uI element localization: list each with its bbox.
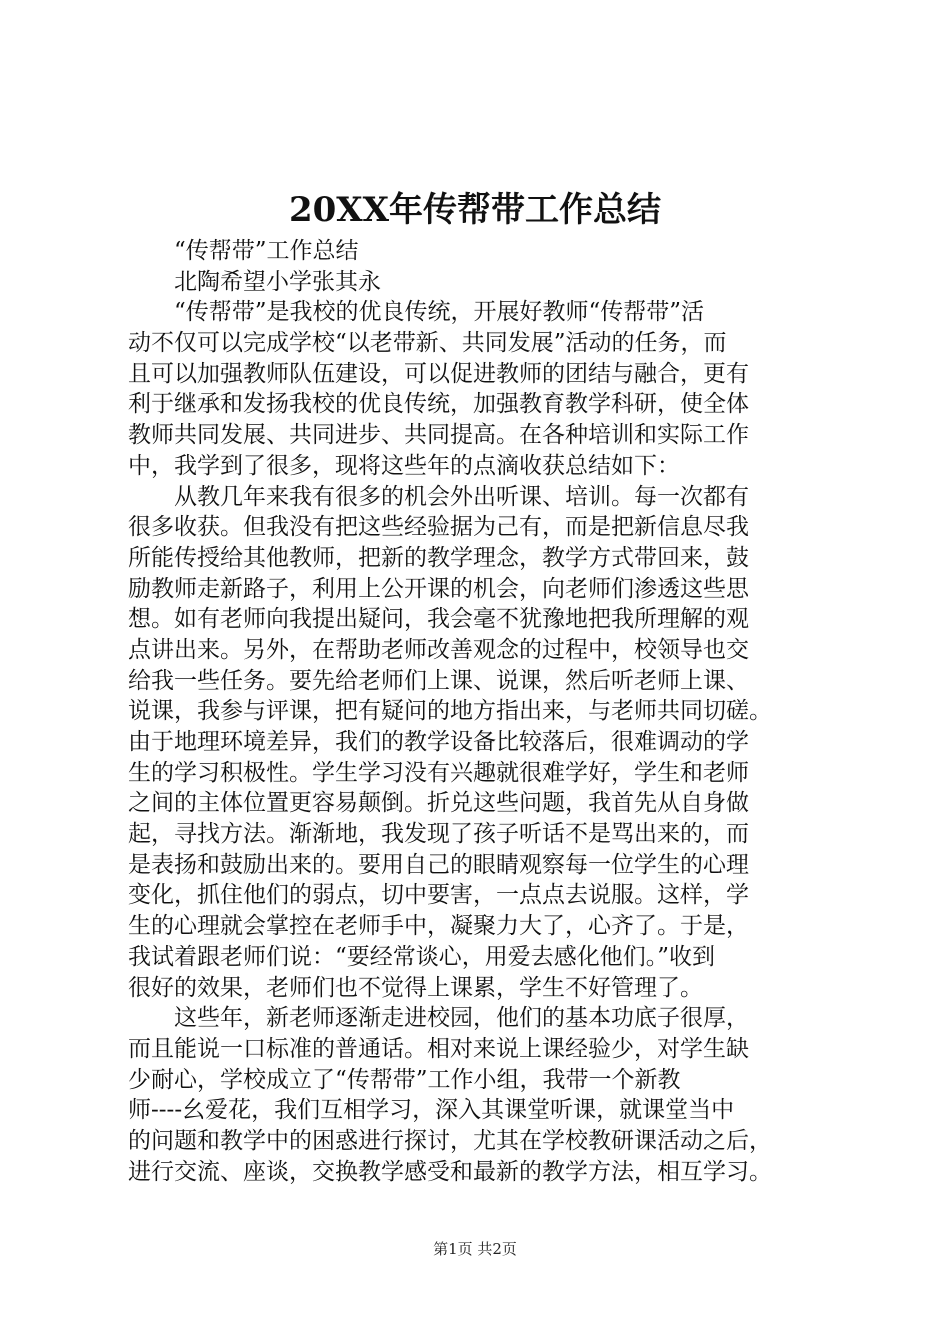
text-line: 起，寻找方法。渐渐地，我发现了孩子听话不是骂出来的，而 [128, 821, 749, 848]
text-line: 由于地理环境差异，我们的教学设备比较落后，很难调动的学 [128, 729, 749, 755]
text-line: 是表扬和鼓励出来的。要用自己的眼睛观察每一位学生的心理 [128, 851, 749, 878]
text-line: 这些年，新老师逐渐走进校园，他们的基本功底子很厚， [174, 1005, 749, 1032]
text-line: 北陶希望小学张其永 [174, 268, 381, 295]
document-title: 20XX年传帮带工作总结 [288, 190, 662, 230]
text-line: 变化，抓住他们的弱点，切中要害，一点点去说服。这样，学 [128, 882, 749, 909]
text-line: 的问题和教学中的困惑进行探讨，尤其在学校教研课活动之后， [128, 1127, 772, 1154]
text-line: 给我一些任务。要先给老师们上课、说课，然后听老师上课、 [128, 667, 749, 694]
page-footer: 第1页 共2页 [433, 1240, 517, 1258]
text-line: 少耐心，学校成立了“传帮带”工作小组，我带一个新教 [128, 1066, 681, 1093]
text-line: 且可以加强教师队伍建设，可以促进教师的团结与融合，更有 [128, 360, 749, 387]
text-line: 我试着跟老师们说：“要经常谈心，用爱去感化他们。”收到 [128, 943, 716, 970]
text-line: 利于继承和发扬我校的优良传统，加强教育教学科研，使全体 [128, 391, 749, 418]
text-line: 生的心理就会掌控在老师手中，凝聚力大了，心齐了。于是， [128, 913, 749, 940]
text-line: 动不仅可以完成学校“以老带新、共同发展”活动的任务，而 [128, 330, 727, 357]
text-line: 想。如有老师向我提出疑问，我会毫不犹豫地把我所理解的观 [128, 606, 749, 633]
document-body [128, 236, 828, 1187]
text-line: 很多收获。但我没有把这些经验据为己有，而是把新信息尽我 [128, 514, 749, 541]
text-line: 说课，我参与评课，把有疑问的地方指出来，与老师共同切磋。 [128, 698, 772, 725]
text-line: “传帮带”是我校的优良传统，开展好教师“传帮带”活 [174, 299, 705, 326]
text-line: 点讲出来。另外，在帮助老师改善观念的过程中，校领导也交 [128, 636, 749, 663]
text-line: 励教师走新路子，利用上公开课的机会，向老师们渗透这些思 [128, 575, 749, 602]
text-line: 进行交流、座谈，交换教学感受和最新的教学方法，相互学习。 [128, 1158, 772, 1185]
text-line: 师----幺爱花，我们互相学习，深入其课堂听课，就课堂当中 [128, 1097, 735, 1124]
text-line: 而且能说一口标准的普通话。相对来说上课经验少，对学生缺 [128, 1035, 749, 1062]
text-line: “传帮带”工作总结 [174, 238, 359, 264]
text-line: 所能传授给其他教师，把新的教学理念，教学方式带回来，鼓 [128, 544, 749, 571]
text-line: 很好的效果，老师们也不觉得上课累，学生不好管理了。 [128, 974, 703, 1001]
text-line: 中，我学到了很多，现将这些年的点滴收获总结如下： [128, 452, 680, 479]
text-line: 之间的主体位置更容易颠倒。折兑这些问题，我首先从自身做 [128, 790, 749, 817]
text-line: 生的学习积极性。学生学习没有兴趣就很难学好，学生和老师 [128, 759, 749, 786]
text-line: 教师共同发展、共同进步、共同提高。在各种培训和实际工作 [128, 422, 749, 449]
text-line: 从教几年来我有很多的机会外出听课、培训。每一次都有 [174, 483, 749, 510]
